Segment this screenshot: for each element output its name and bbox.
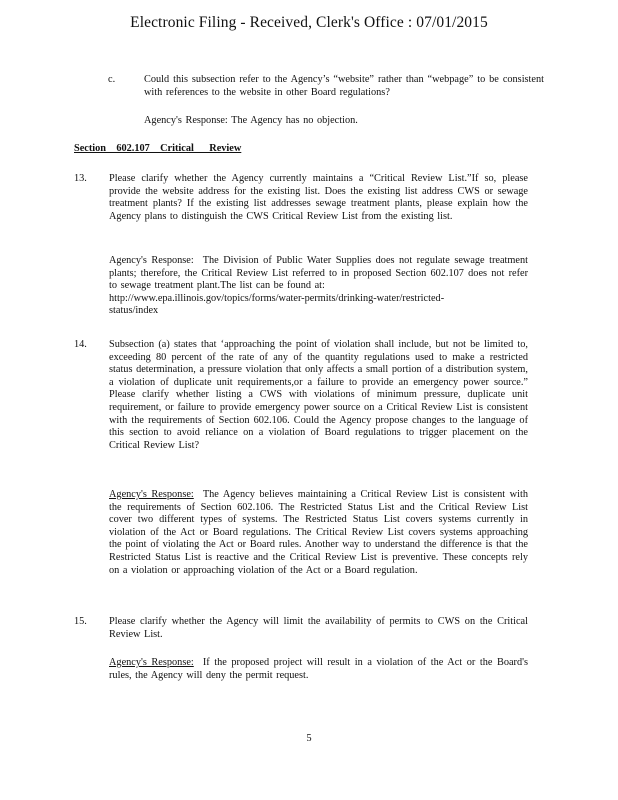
item-number-13: 13. <box>74 173 87 184</box>
item-number-14: 14. <box>74 339 87 350</box>
item-15-response <box>109 657 528 682</box>
item-number-15: 15. <box>74 616 87 627</box>
item-13-response-label: Agency's Response: <box>109 255 194 266</box>
filing-header: Electronic Filing - Received, Clerk's Office : 07/01/2015 <box>130 14 488 31</box>
section-heading: Section 602.107 Critical Review <box>74 143 242 154</box>
item-13-response <box>109 255 528 318</box>
critical-review-list-url[interactable]: http://www.epa.illinois.gov/topics/forms/water-permits/drinking-water/restricted- <box>109 292 445 304</box>
item-15-response-label: Agency's Response: <box>109 657 194 668</box>
item-15-response-text: If the proposed project will result in a violation of the Act or the Board's rules, the Agency will deny the permit request. <box>109 657 528 681</box>
item-14-response-text: The Agency believes maintaining a Critical Review List is consistent with the requirements of Section 602.106. The Restricted Status List and the Critical Review List cover two different types of systems. The Restricted Status List covers systems currently in violation of the Act or Board regulations. The Critical Review List covers systems approaching the point of violating the Act or Board rules. Another way to understand the difference is that the Restricted Status List is reactive and the Critical Review List is preventive. These concepts rely on a violation or approaching violation of the Act or a Board regulation. <box>109 489 528 576</box>
item-13-response-text: The Division of Public Water Supplies does not regulate sewage treatment plants; therefore, the Critical Review List referred to in proposed Section 602.107 does not refer to sewage treatment plant.The list can be found at: <box>109 255 528 292</box>
item-14-response-label: Agency's Response: <box>109 489 194 500</box>
item-14-response <box>109 489 528 577</box>
item-13-question: Please clarify whether the Agency currently maintains a “Critical Review List.”If so, please provide the website address for the existing list. Does the existing list address CWS or sewage treatment plants? If the existing list addresses sewage treatment plants, please explain how the Agency plans to distinguish the CWS Critical Review List from the existing list. <box>109 173 528 222</box>
page-number: 5 <box>306 733 312 744</box>
item-15-question: Please clarify whether the Agency will limit the availability of permits to CWS on the Critical Review List. <box>109 616 528 640</box>
item-c-question: Could this subsection refer to the Agency’s “website” rather than “webpage” to be consistent with references to the website in other Board regulations? <box>144 74 544 98</box>
item-14-question: Subsection (a) states that ‘approaching the point of violation shall include, but not be limited to, exceeding 80 percent of the rate of any of the quantity regulations used to make a restricted status determination, a pressure violation that only affects a small portion of a distribution system, a violation of duplicate unit requirements,or a failure to provide an emergency power source.” Please clarify whether listing a CWS with violations of minimum pressure, duplicate unit requirement, or failure to provide emergency power source on a Critical Review List is consistent with the requirements of Section 602.106. Could the Agency propose changes to the language of this section to avoid reliance on a violation of Board regulations to trigger placement on the Critical Review List? <box>109 339 528 451</box>
critical-review-list-url-cont[interactable]: status/index <box>109 305 159 317</box>
item-marker-c: c. <box>108 74 116 85</box>
item-c-response: Agency's Response: The Agency has no objection. <box>144 115 358 126</box>
